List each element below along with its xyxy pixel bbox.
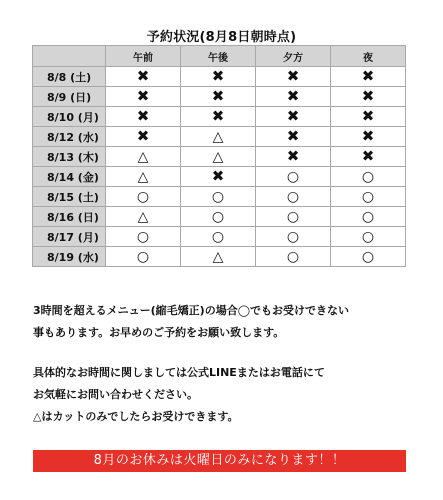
available-mark: ○ <box>286 168 300 185</box>
available-mark: ○ <box>361 188 375 205</box>
full-mark: ✖ <box>286 147 300 165</box>
note-line: 具体的なお時間に関しましては公式LINEまたはお電話にて <box>33 366 325 379</box>
slot-cell <box>106 87 181 107</box>
full-mark: ✖ <box>286 67 300 85</box>
table-row <box>33 227 406 247</box>
full-mark: ✖ <box>361 107 375 125</box>
available-mark: ○ <box>136 228 150 245</box>
table-row <box>33 187 406 207</box>
available-mark: ○ <box>286 188 300 205</box>
note-line: 事もあります。お早めのご予約をお願い致します。 <box>33 326 285 339</box>
slot-cell <box>181 227 256 247</box>
slot-cell <box>106 167 181 187</box>
full-mark: ✖ <box>211 167 225 185</box>
date-cell: 8/10 (月) <box>33 107 106 127</box>
slot-cell <box>181 167 256 187</box>
table-row <box>33 207 406 227</box>
slot-cell <box>256 227 331 247</box>
available-mark: ○ <box>286 228 300 245</box>
table-row <box>33 147 406 167</box>
slot-cell <box>181 187 256 207</box>
table-row <box>33 67 406 87</box>
slot-cell <box>181 207 256 227</box>
page-title: 予約状況(8月8日朝時点) <box>146 30 297 45</box>
slot-cell <box>331 127 406 147</box>
date-cell: 8/16 (日) <box>33 207 106 227</box>
full-mark: ✖ <box>211 87 225 105</box>
reservation-table <box>32 45 406 267</box>
slot-cell <box>181 87 256 107</box>
holiday-banner: 8月のお休みは火曜日のみになります！！ <box>33 450 406 472</box>
available-mark: ○ <box>136 188 150 205</box>
table-row <box>33 247 406 267</box>
slot-cell <box>331 67 406 87</box>
slot-cell <box>106 247 181 267</box>
slot-cell <box>256 207 331 227</box>
slot-cell <box>106 227 181 247</box>
table-row <box>33 87 406 107</box>
slot-cell <box>256 187 331 207</box>
available-mark: ○ <box>361 228 375 245</box>
slot-cell <box>181 67 256 87</box>
slot-cell <box>331 207 406 227</box>
full-mark: ✖ <box>286 107 300 125</box>
slot-cell <box>181 247 256 267</box>
available-mark: ○ <box>286 248 300 265</box>
limited-mark: △ <box>137 168 149 185</box>
full-mark: ✖ <box>361 127 375 145</box>
slot-cell <box>331 247 406 267</box>
slot-cell <box>331 147 406 167</box>
slot-cell <box>106 127 181 147</box>
date-cell: 8/17 (月) <box>33 227 106 247</box>
column-header: 夕方 <box>256 46 331 67</box>
slot-cell <box>106 107 181 127</box>
slot-cell <box>256 87 331 107</box>
table-row <box>33 107 406 127</box>
slot-cell <box>256 127 331 147</box>
notes <box>33 300 433 428</box>
table-row <box>33 167 406 187</box>
available-mark: ○ <box>361 208 375 225</box>
note-line: お気軽にお問い合わせください。 <box>33 388 198 401</box>
slot-cell <box>256 247 331 267</box>
slot-cell <box>331 87 406 107</box>
date-cell: 8/8 (土) <box>33 67 106 87</box>
date-cell: 8/12 (水) <box>33 127 106 147</box>
available-mark: ○ <box>361 248 375 265</box>
full-mark: ✖ <box>286 127 300 145</box>
available-mark: ○ <box>361 168 375 185</box>
full-mark: ✖ <box>361 147 375 165</box>
full-mark: ✖ <box>211 67 225 85</box>
column-header: 夜 <box>331 46 406 67</box>
date-cell: 8/14 (金) <box>33 167 106 187</box>
slot-cell <box>106 147 181 167</box>
slot-cell <box>106 207 181 227</box>
slot-cell <box>256 107 331 127</box>
full-mark: ✖ <box>211 107 225 125</box>
full-mark: ✖ <box>361 67 375 85</box>
full-mark: ✖ <box>361 87 375 105</box>
slot-cell <box>181 127 256 147</box>
full-mark: ✖ <box>136 87 150 105</box>
available-mark: ○ <box>211 228 225 245</box>
limited-mark: △ <box>137 148 149 165</box>
slot-cell <box>331 107 406 127</box>
slot-cell <box>256 67 331 87</box>
slot-cell <box>256 147 331 167</box>
slot-cell <box>331 227 406 247</box>
slot-cell <box>106 67 181 87</box>
table-body <box>33 67 406 267</box>
slot-cell <box>256 167 331 187</box>
slot-cell <box>331 167 406 187</box>
table-corner-cell <box>33 46 106 67</box>
note-line: 3時間を超えるメニュー(縮毛矯正)の場合◯でもお受けできない <box>33 304 350 317</box>
date-cell: 8/19 (水) <box>33 247 106 267</box>
slot-cell <box>331 187 406 207</box>
full-mark: ✖ <box>136 127 150 145</box>
available-mark: ○ <box>286 208 300 225</box>
date-cell: 8/9 (日) <box>33 87 106 107</box>
limited-mark: △ <box>212 128 224 145</box>
column-header: 午後 <box>181 46 256 67</box>
available-mark: ○ <box>136 248 150 265</box>
full-mark: ✖ <box>286 87 300 105</box>
limited-mark: △ <box>137 208 149 225</box>
note-line: △はカットのみでしたらお受けできます。 <box>33 410 239 423</box>
slot-cell <box>106 187 181 207</box>
date-cell: 8/15 (土) <box>33 187 106 207</box>
available-mark: ○ <box>211 188 225 205</box>
column-header: 午前 <box>106 46 181 67</box>
limited-mark: △ <box>212 148 224 165</box>
full-mark: ✖ <box>136 107 150 125</box>
available-mark: ○ <box>211 208 225 225</box>
slot-cell <box>181 107 256 127</box>
table-row <box>33 127 406 147</box>
limited-mark: △ <box>212 248 224 265</box>
date-cell: 8/13 (木) <box>33 147 106 167</box>
table-header-row <box>33 46 406 67</box>
full-mark: ✖ <box>136 67 150 85</box>
slot-cell <box>181 147 256 167</box>
